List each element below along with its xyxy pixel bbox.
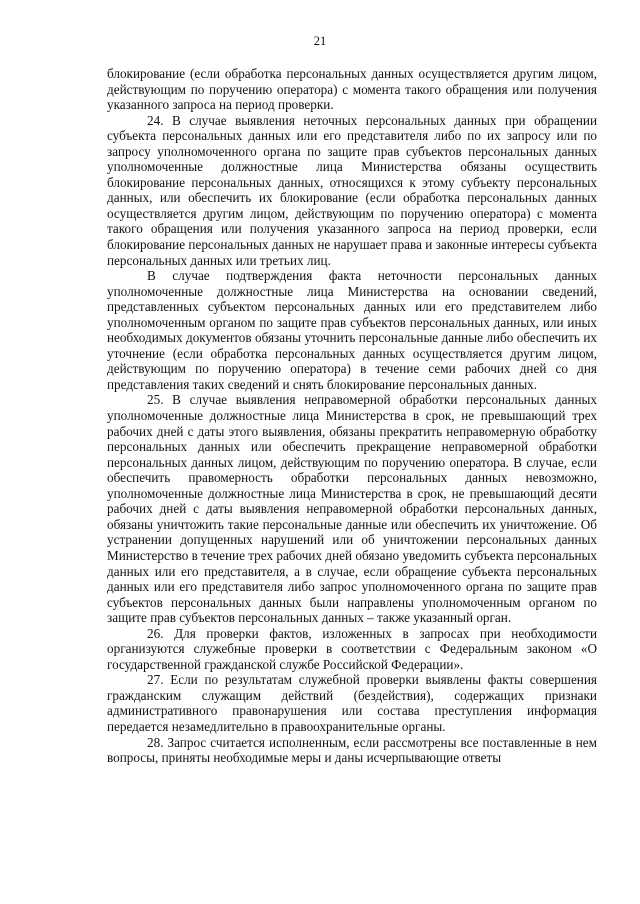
page-number: 21 bbox=[313, 34, 327, 48]
paragraph-28: 28. Запрос считается исполненным, если рассмотрены все поставленные в нем вопросы, приняты необходимые меры и даны исчерпывающие ответы bbox=[107, 734, 597, 766]
paragraph-24: 24. В случае выявления неточных персональных данных при обращении субъекта персональных данных или его представителя либо по их запросу или по запросу уполномоченного органа по защите прав субъектов персональных данных уполномоченные должностные лица Министерства обязаны осуществить блокирование персональных данных, относящихся к этому субъекту персональных данных, или обеспечить их блокирование (если обработка персональных данных осуществляется другим лицом, действующим по поручению оператора) с момента такого обращения или получения указанного запроса на период проверки, если блокирование персональных данных не нарушает права и законные интересы субъекта персональных данных или третьих лиц. bbox=[107, 112, 597, 268]
paragraph-25: 25. В случае выявления неправомерной обработки персональных данных уполномоченные должностные лица Министерства в срок, не превышающий трех рабочих дней с даты этого выявления, обязаны прекратить неправомерную обработку персональных данных или обеспечить прекращение неправомерной обработки персональных данных лицом, действующим по поручению оператора. В случае, если обеспечить правомерность обработки персональных данных невозможно, уполномоченные должностные лица Министерства в срок, не превышающий десяти рабочих дней с даты выявления неправомерной обработки персональных данных, обязаны уничтожить такие персональные данные или обеспечить их уничтожение. Об устранении допущенных нарушений или об уничтожении персональных данных Министерство в течение трех рабочих дней обязано уведомить субъекта персональных данных или его представителя, а в случае, если обращение субъекта персональных данных или его представителя либо запрос уполномоченного органа по защите прав субъектов персональных данных были направлены уполномоченным органом по защите прав субъектов персональных данных – также указанный орган. bbox=[107, 392, 597, 626]
paragraph-24-continued: В случае подтверждения факта неточности персональных данных уполномоченные должностные лица Министерства на основании сведений, представленных субъектом персональных данных или его представителем либо уполномоченным органом по защите прав субъектов персональных данных, или иных необходимых документов обязаны уточнить персональные данные либо обеспечить их уточнение (если обработка персональных данных осуществляется другим лицом, действующим по поручению оператора) в течение семи рабочих дней со дня представления таких сведений и снять блокирование персональных данных. bbox=[107, 268, 597, 392]
paragraph-26: 26. Для проверки фактов, изложенных в запросах при необходимости организуются служебные проверки в соответствии с Федеральным законом «О государственной гражданской службе Российской Федерации». bbox=[107, 625, 597, 672]
paragraph-27: 27. Если по результатам служебной проверки выявлены факты совершения гражданским служащим действий (бездействия), содержащих признаки административного правонарушения или состава преступления информация передается незамедлительно в правоохранительные органы. bbox=[107, 672, 597, 734]
document-body bbox=[107, 66, 597, 766]
paragraph-continuation: блокирование (если обработка персональных данных осуществляется другим лицом, действующим по поручению оператора) с момента такого обращения или получения указанного запроса на период проверки. bbox=[107, 66, 597, 113]
